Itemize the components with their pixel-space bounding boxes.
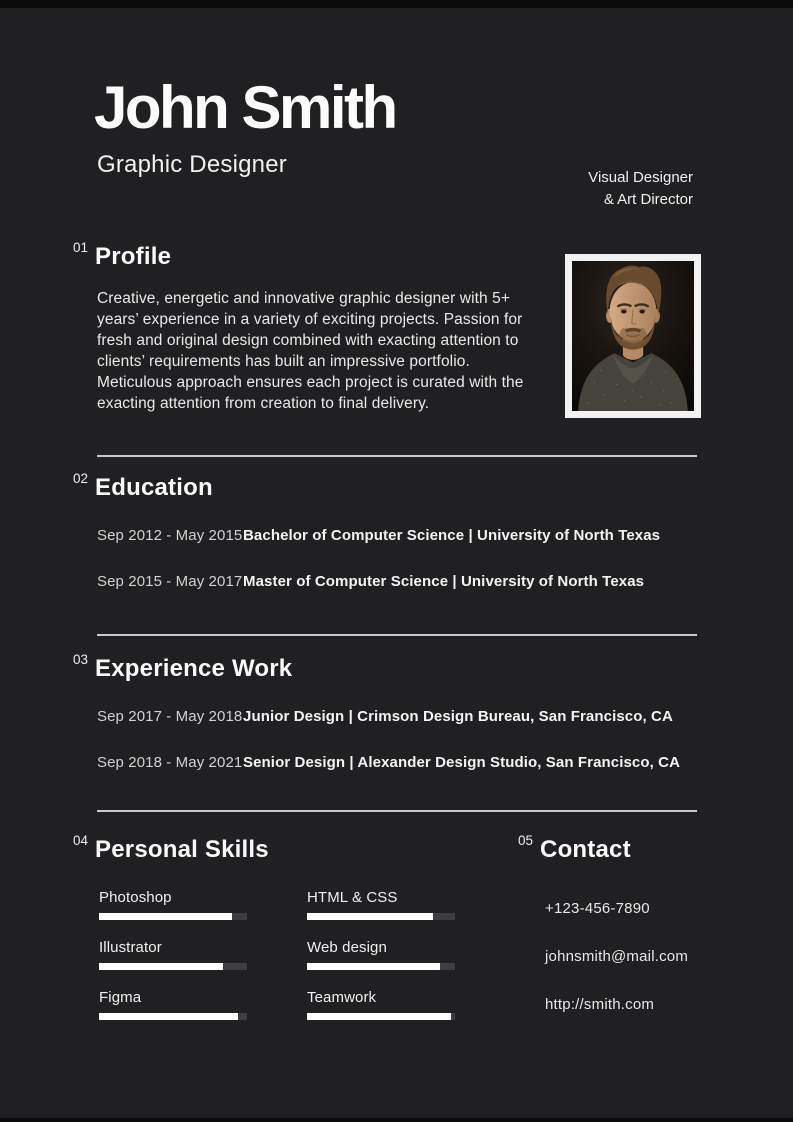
skill-bar-track	[99, 913, 247, 920]
page-top-edge	[0, 0, 793, 8]
skills-grid	[99, 889, 473, 1020]
section-title: Contact	[540, 836, 631, 863]
divider	[97, 634, 697, 636]
skill-label: Web design	[307, 939, 387, 956]
contact-list	[545, 900, 748, 1013]
skill-bar-fill	[307, 1013, 451, 1020]
skill-bar-track	[99, 1013, 247, 1020]
tagline-line2: & Art Director	[603, 190, 693, 208]
skill-item	[99, 889, 247, 920]
skill-bar-track	[307, 1013, 455, 1020]
section-number: 01	[73, 240, 89, 255]
skill-bar-fill	[99, 963, 223, 970]
education-row	[97, 527, 753, 544]
contact-website: http://smith.com	[545, 996, 655, 1013]
contact-section	[518, 833, 748, 1013]
experience-row	[97, 708, 753, 725]
portrait-photo	[565, 254, 701, 418]
date-range: Sep 2018 - May 2021	[97, 754, 243, 771]
portrait-photo-image	[572, 261, 694, 411]
tagline	[588, 167, 693, 210]
skill-bar-track	[307, 913, 455, 920]
skill-bar-fill	[99, 913, 232, 920]
skill-label: Photoshop	[99, 889, 172, 906]
section-number: 02	[73, 471, 89, 486]
section-title: Education	[95, 474, 213, 501]
education-row	[97, 573, 753, 590]
experience-row	[97, 754, 753, 771]
section-number: 03	[73, 652, 89, 667]
divider	[97, 810, 697, 812]
section-title: Experience Work	[95, 655, 293, 682]
contact-section-head	[518, 833, 748, 864]
education-description: Master of Computer Science | University of North Texas	[243, 573, 645, 590]
skills-section	[73, 833, 473, 1020]
date-range: Sep 2015 - May 2017	[97, 573, 243, 590]
skill-bar-fill	[99, 1013, 238, 1020]
education-section-head	[73, 471, 753, 502]
resume-name: John Smith	[94, 74, 396, 141]
skill-bar-fill	[307, 963, 440, 970]
resume-role: Graphic Designer	[97, 151, 287, 178]
skill-item	[307, 989, 455, 1020]
skill-label: HTML & CSS	[307, 889, 398, 906]
skill-bar-track	[99, 963, 247, 970]
skill-bar-track	[307, 963, 455, 970]
skill-item	[99, 939, 247, 970]
section-title: Personal Skills	[95, 836, 269, 863]
experience-description: Senior Design | Alexander Design Studio, San Francisco, CA	[243, 754, 681, 771]
skills-section-head	[73, 833, 473, 864]
experience-section	[73, 652, 753, 800]
education-rows	[97, 527, 753, 590]
page-bottom-edge	[0, 1118, 793, 1122]
divider	[97, 455, 697, 457]
section-number: 05	[518, 833, 534, 848]
experience-section-head	[73, 652, 753, 683]
contact-email: johnsmith@mail.com	[545, 948, 689, 965]
tagline-line1: Visual Designer	[588, 169, 693, 186]
profile-section	[73, 240, 553, 414]
skill-label: Figma	[99, 989, 142, 1006]
section-title: Profile	[95, 243, 172, 270]
education-description: Bachelor of Computer Science | University of North Texas	[243, 527, 661, 544]
date-range: Sep 2012 - May 2015	[97, 527, 243, 544]
contact-phone: +123-456-7890	[545, 900, 650, 917]
education-section	[73, 471, 753, 619]
skill-item	[99, 989, 247, 1020]
date-range: Sep 2017 - May 2018	[97, 708, 243, 725]
experience-description: Junior Design | Crimson Design Bureau, San Francisco, CA	[243, 708, 673, 725]
skill-bar-fill	[307, 913, 433, 920]
section-number: 04	[73, 833, 89, 848]
skill-label: Illustrator	[99, 939, 162, 956]
skill-item	[307, 939, 455, 970]
profile-text: Creative, energetic and innovative graphic designer with 5+ years’ experience in a variety of exciting projects. Passion for fresh and original design combined with exacting attention to clients’ requirements has built an impressive portfolio. Meticulous approach ensures each project is curated with the exacting attention from creation to final delivery.	[97, 290, 524, 412]
skill-label: Teamwork	[307, 989, 377, 1006]
experience-rows	[97, 708, 753, 771]
profile-section-head	[73, 240, 553, 271]
skill-item	[307, 889, 455, 920]
